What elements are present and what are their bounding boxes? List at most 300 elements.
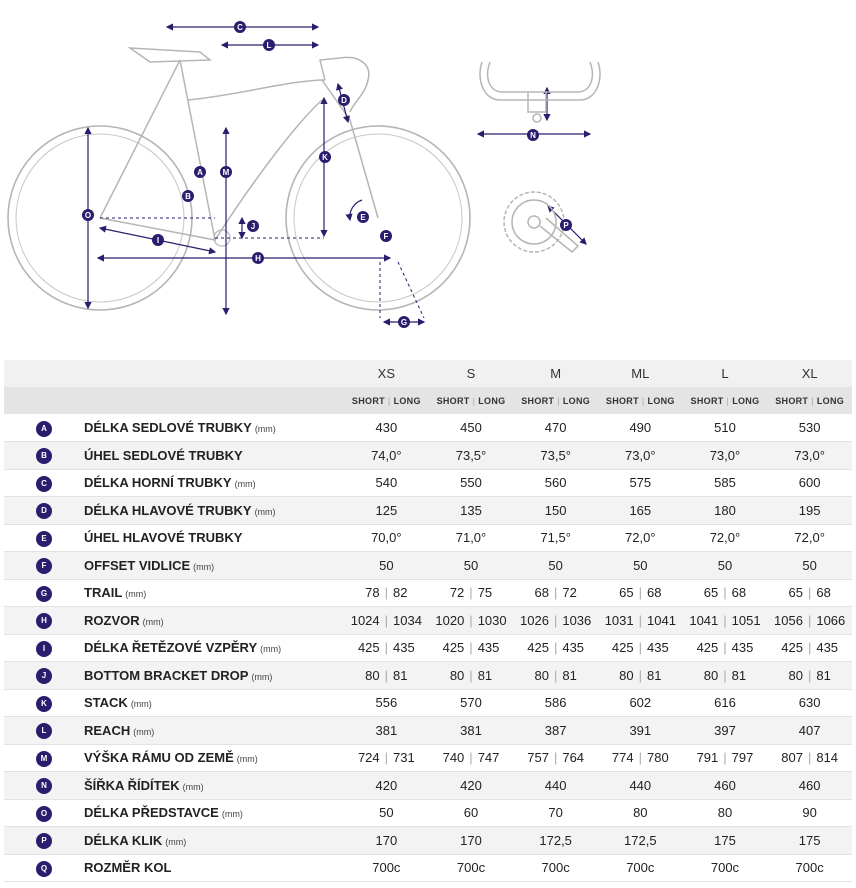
label-text: DÉLKA HLAVOVÉ TRUBKY (84, 502, 252, 518)
letter-badge: E (36, 531, 52, 547)
label-text: TRAIL (84, 585, 123, 601)
value-short: 71,0° (455, 530, 487, 546)
value-short: 175 (714, 832, 736, 848)
separator: | (638, 750, 642, 766)
table-cell (429, 744, 514, 772)
value-long: 780 (647, 750, 669, 766)
table-row (4, 524, 852, 552)
table-cell (767, 552, 852, 580)
short-label: SHORT (775, 395, 809, 406)
table-cell (683, 854, 768, 882)
value-long: 75 (477, 585, 493, 601)
unit-text: (mm) (260, 644, 282, 655)
long-label: LONG (816, 395, 845, 406)
measurement-label (84, 552, 344, 580)
value-short: 78 (365, 585, 380, 601)
table-cell (683, 607, 768, 635)
value-short: 135 (460, 502, 482, 518)
table-cell (683, 744, 768, 772)
separator: | (384, 667, 389, 683)
value-short: 70 (548, 805, 563, 821)
value-short: 425 (527, 640, 549, 656)
measurement-label (84, 442, 344, 470)
table-cell (598, 524, 683, 552)
table-cell (598, 552, 683, 580)
table-cell (513, 689, 598, 717)
short-long-label (344, 387, 429, 414)
table-cell (344, 717, 429, 745)
value-short: 50 (379, 805, 394, 821)
value-short: 540 (375, 475, 398, 491)
separator: | (807, 750, 812, 766)
value-long: 1051 (731, 612, 761, 628)
table-cell (683, 414, 768, 442)
table-cell (513, 607, 598, 635)
value-short: 700c (372, 860, 401, 876)
separator: | (638, 667, 642, 683)
value-short: 80 (534, 667, 549, 683)
diagram-letter: D (341, 96, 347, 105)
diagram-letter: N (530, 131, 536, 140)
diagram-letter: K (322, 153, 328, 162)
measurement-label (84, 634, 344, 662)
size-s: S (429, 360, 514, 387)
separator: | (553, 750, 558, 766)
table-cell (683, 689, 768, 717)
long-label: LONG (478, 395, 506, 406)
table-row (4, 799, 852, 827)
table-cell (767, 607, 852, 635)
diagram-letter: I (156, 236, 160, 245)
table-cell (598, 799, 683, 827)
diagram-letter: E (360, 213, 366, 222)
value-short: 575 (629, 475, 652, 491)
value-short: 1041 (689, 612, 719, 628)
table-cell (344, 854, 429, 882)
value-short: 425 (781, 640, 803, 656)
value-long: 82 (393, 585, 408, 601)
table-cell (513, 854, 598, 882)
value-short: 440 (629, 777, 652, 793)
value-short: 80 (633, 805, 648, 821)
value-short: 470 (544, 420, 567, 435)
value-short: 80 (449, 667, 465, 683)
separator: | (553, 640, 558, 656)
label-text: OFFSET VIDLICE (84, 557, 191, 573)
table-cell (429, 689, 514, 717)
label-text: BOTTOM BRACKET DROP (84, 667, 249, 683)
letter-badge: G (36, 586, 52, 602)
table-cell (598, 717, 683, 745)
letter-badge: C (36, 476, 52, 492)
letter-badge: J (36, 668, 52, 684)
letter-badge: Q (36, 861, 52, 877)
value-long: 435 (477, 640, 500, 656)
unit-text: (mm) (234, 479, 256, 490)
value-long: 435 (393, 640, 415, 656)
separator: | (384, 750, 389, 766)
value-short: 700c (710, 860, 740, 876)
diagram-letter: G (400, 318, 408, 327)
table-cell (513, 552, 598, 580)
value-long: 72 (562, 585, 577, 601)
table-cell (683, 579, 768, 607)
measurement-label (84, 827, 344, 855)
value-short: 774 (611, 750, 634, 766)
long-label: LONG (732, 395, 760, 406)
short-label: SHORT (605, 395, 639, 406)
value-short: 387 (544, 722, 567, 738)
value-short: 700c (795, 860, 824, 876)
value-short: 397 (714, 722, 736, 738)
table-row (4, 442, 852, 470)
value-long: 1034 (393, 612, 422, 628)
value-short: 65 (619, 585, 634, 601)
value-short: 172,5 (624, 832, 657, 848)
letter-badge: O (36, 806, 52, 822)
unit-text: (mm) (165, 836, 187, 847)
table-cell (344, 469, 429, 497)
table-row (4, 717, 852, 745)
table-cell (429, 414, 514, 442)
value-long: 764 (562, 750, 585, 766)
diagram-letter: P (563, 221, 569, 230)
table-cell (429, 717, 514, 745)
letter-badge: L (36, 723, 52, 739)
size-xs: XS (344, 360, 429, 387)
table-cell (344, 607, 429, 635)
letter-badge: N (36, 778, 52, 794)
table-cell (513, 634, 598, 662)
value-short: 440 (544, 777, 567, 793)
table-cell (513, 799, 598, 827)
value-short: 50 (548, 557, 563, 573)
size-ml: ML (598, 360, 683, 387)
size-xl: XL (767, 360, 852, 387)
label-text: DÉLKA KLIK (84, 832, 163, 848)
value-short: 180 (714, 502, 736, 518)
table-cell (767, 497, 852, 525)
table-cell (513, 827, 598, 855)
separator: | (807, 612, 812, 628)
value-long: 435 (816, 640, 839, 656)
letter-badge: A (36, 421, 52, 437)
table-cell (429, 854, 514, 882)
separator: | (384, 612, 389, 628)
separator: | (638, 612, 642, 628)
size-l: L (683, 360, 768, 387)
unit-text: (mm) (133, 726, 155, 737)
value-long: 1030 (477, 612, 507, 628)
label-text: DÉLKA PŘEDSTAVCE (84, 805, 219, 821)
measurement-label (84, 772, 344, 800)
short-long-label (683, 387, 768, 414)
value-short: 195 (798, 502, 821, 518)
table-cell (429, 579, 514, 607)
unit-text: (mm) (182, 781, 204, 792)
value-short: 90 (802, 805, 817, 821)
separator: | (726, 395, 730, 406)
table-cell (429, 827, 514, 855)
separator: | (469, 585, 473, 601)
value-short: 420 (460, 777, 482, 793)
bike-geometry-diagram (0, 0, 856, 352)
table-cell (344, 524, 429, 552)
value-long: 435 (562, 640, 585, 656)
table-cell (767, 524, 852, 552)
value-short: 585 (714, 475, 736, 491)
value-short: 807 (781, 750, 803, 766)
letter-badge: B (36, 448, 52, 464)
letter-badge: M (36, 751, 52, 767)
value-short: 425 (442, 640, 465, 656)
value-short: 1031 (604, 612, 634, 628)
measurement-label (84, 579, 344, 607)
table-cell (683, 469, 768, 497)
diagram-letter: O (84, 211, 92, 220)
value-long: 435 (731, 640, 754, 656)
measurement-label (84, 744, 344, 772)
value-short: 391 (629, 722, 652, 738)
separator: | (557, 395, 560, 406)
table-cell (767, 414, 852, 442)
table-cell (344, 552, 429, 580)
value-short: 425 (611, 640, 634, 656)
short-long-label (598, 387, 683, 414)
table-cell (344, 634, 429, 662)
separator: | (807, 640, 812, 656)
handlebar-inset (480, 62, 600, 122)
value-short: 172,5 (539, 832, 572, 848)
size-header-row (4, 360, 852, 387)
diagram-letter: H (255, 254, 261, 263)
separator: | (469, 750, 473, 766)
unit-text: (mm) (254, 424, 276, 434)
table-cell (767, 799, 852, 827)
geometry-table (4, 360, 852, 882)
measurement-label (84, 854, 344, 882)
short-label: SHORT (436, 395, 470, 406)
table-cell (598, 634, 683, 662)
table-cell (344, 442, 429, 470)
table-cell (513, 442, 598, 470)
table-row (4, 827, 852, 855)
value-long: 731 (393, 750, 415, 766)
separator: | (723, 585, 727, 601)
value-long: 81 (731, 667, 747, 683)
value-short: 74,0° (371, 447, 402, 463)
table-cell (429, 634, 514, 662)
table-cell (429, 607, 514, 635)
separator: | (723, 667, 727, 683)
table-cell (344, 497, 429, 525)
value-short: 80 (703, 667, 719, 683)
letter-badge: D (36, 503, 52, 519)
separator: | (723, 640, 727, 656)
separator: | (723, 750, 727, 766)
value-short: 73,0° (709, 447, 741, 463)
table-cell (598, 469, 683, 497)
value-short: 170 (375, 832, 398, 848)
table-cell (429, 772, 514, 800)
value-short: 60 (463, 805, 479, 821)
table-row (4, 772, 852, 800)
value-short: 72,0° (625, 530, 656, 546)
short-label: SHORT (690, 395, 724, 406)
separator: | (807, 667, 812, 683)
value-long: 68 (647, 585, 662, 601)
table-cell (513, 579, 598, 607)
value-short: 50 (463, 557, 479, 573)
table-cell (598, 689, 683, 717)
value-long: 435 (647, 640, 669, 656)
label-text: VÝŠKA RÁMU OD ZEMĚ (84, 750, 234, 766)
value-long: 81 (562, 667, 577, 683)
letter-badge: K (36, 696, 52, 712)
table-cell (513, 744, 598, 772)
separator: | (553, 612, 558, 628)
measurement-label (84, 414, 344, 442)
table-cell (683, 634, 768, 662)
value-short: 407 (798, 722, 821, 738)
table-cell (344, 827, 429, 855)
value-short: 1024 (350, 612, 380, 628)
value-short: 510 (714, 420, 736, 435)
value-short: 175 (798, 832, 821, 848)
separator: | (384, 640, 389, 656)
measurement-label (84, 497, 344, 525)
value-short: 450 (460, 420, 482, 435)
value-long: 1036 (562, 612, 592, 628)
table-row (4, 552, 852, 580)
diagram-letter: C (237, 23, 243, 32)
value-long: 797 (731, 750, 754, 766)
measurement-label (84, 799, 344, 827)
value-short: 71,5° (540, 530, 571, 546)
value-short: 80 (717, 805, 733, 821)
value-short: 616 (714, 695, 736, 711)
diagram-letter: M (222, 168, 230, 177)
value-short: 490 (629, 420, 652, 435)
value-short: 73,0° (794, 447, 825, 463)
separator: | (811, 395, 814, 406)
value-short: 630 (798, 695, 821, 711)
label-text: ROZMĚR KOL (84, 860, 172, 876)
value-short: 586 (544, 695, 567, 711)
table-cell (767, 634, 852, 662)
value-short: 80 (365, 667, 380, 683)
value-short: 72,0° (709, 530, 741, 546)
separator: | (469, 640, 473, 656)
table-cell (683, 662, 768, 690)
table-cell (429, 524, 514, 552)
value-short: 560 (544, 475, 567, 491)
table-cell (683, 524, 768, 552)
table-row (4, 634, 852, 662)
table-cell (767, 827, 852, 855)
label-text: ÚHEL HLAVOVÉ TRUBKY (84, 530, 243, 546)
value-long: 81 (647, 667, 662, 683)
separator: | (472, 395, 476, 406)
table-cell (598, 414, 683, 442)
separator: | (553, 585, 558, 601)
table-cell (683, 497, 768, 525)
table-cell (513, 772, 598, 800)
unit-text: (mm) (236, 754, 258, 765)
value-short: 460 (798, 777, 821, 793)
table-cell (767, 744, 852, 772)
separator: | (553, 667, 558, 683)
value-short: 602 (629, 695, 652, 711)
table-cell (344, 799, 429, 827)
letter-badge: I (36, 641, 52, 657)
table-cell (513, 414, 598, 442)
table-cell (598, 607, 683, 635)
value-short: 570 (460, 695, 482, 711)
value-short: 50 (802, 557, 817, 573)
value-short: 460 (714, 777, 736, 793)
label-text: DÉLKA SEDLOVÉ TRUBKY (84, 420, 252, 435)
diagram-letter: B (185, 192, 191, 201)
table-cell (513, 469, 598, 497)
value-long: 1041 (647, 612, 676, 628)
value-short: 1026 (520, 612, 549, 628)
value-short: 50 (633, 557, 648, 573)
value-short: 50 (717, 557, 733, 573)
diagram-letter: A (197, 168, 203, 177)
measurement-label (84, 717, 344, 745)
value-long: 1066 (816, 612, 846, 628)
table-cell (344, 662, 429, 690)
value-long: 81 (477, 667, 493, 683)
value-short: 700c (541, 860, 570, 876)
separator: | (723, 612, 727, 628)
value-short: 68 (534, 585, 549, 601)
table-cell (429, 497, 514, 525)
value-short: 791 (696, 750, 719, 766)
short-long-label (513, 387, 598, 414)
label-text: ÚHEL SEDLOVÉ TRUBKY (84, 447, 243, 463)
long-label: LONG (647, 395, 675, 406)
table-cell (767, 442, 852, 470)
value-short: 65 (703, 585, 719, 601)
table-row (4, 497, 852, 525)
value-short: 420 (375, 777, 398, 793)
table-cell (683, 827, 768, 855)
long-label: LONG (562, 395, 591, 406)
separator: | (469, 612, 473, 628)
table-cell (767, 717, 852, 745)
table-row (4, 854, 852, 882)
value-short: 80 (788, 667, 803, 683)
value-short: 550 (460, 475, 482, 491)
value-short: 70,0° (371, 530, 402, 546)
table-cell (598, 854, 683, 882)
table-cell (344, 744, 429, 772)
letter-badge: P (36, 833, 52, 849)
value-short: 50 (379, 557, 394, 573)
value-long: 68 (731, 585, 747, 601)
table-cell (767, 579, 852, 607)
value-long: 81 (393, 667, 408, 683)
separator: | (387, 395, 391, 406)
table-cell (598, 662, 683, 690)
value-long: 68 (816, 585, 831, 601)
table-cell (344, 772, 429, 800)
table-row (4, 662, 852, 690)
table-cell (767, 662, 852, 690)
unit-text: (mm) (130, 699, 152, 710)
